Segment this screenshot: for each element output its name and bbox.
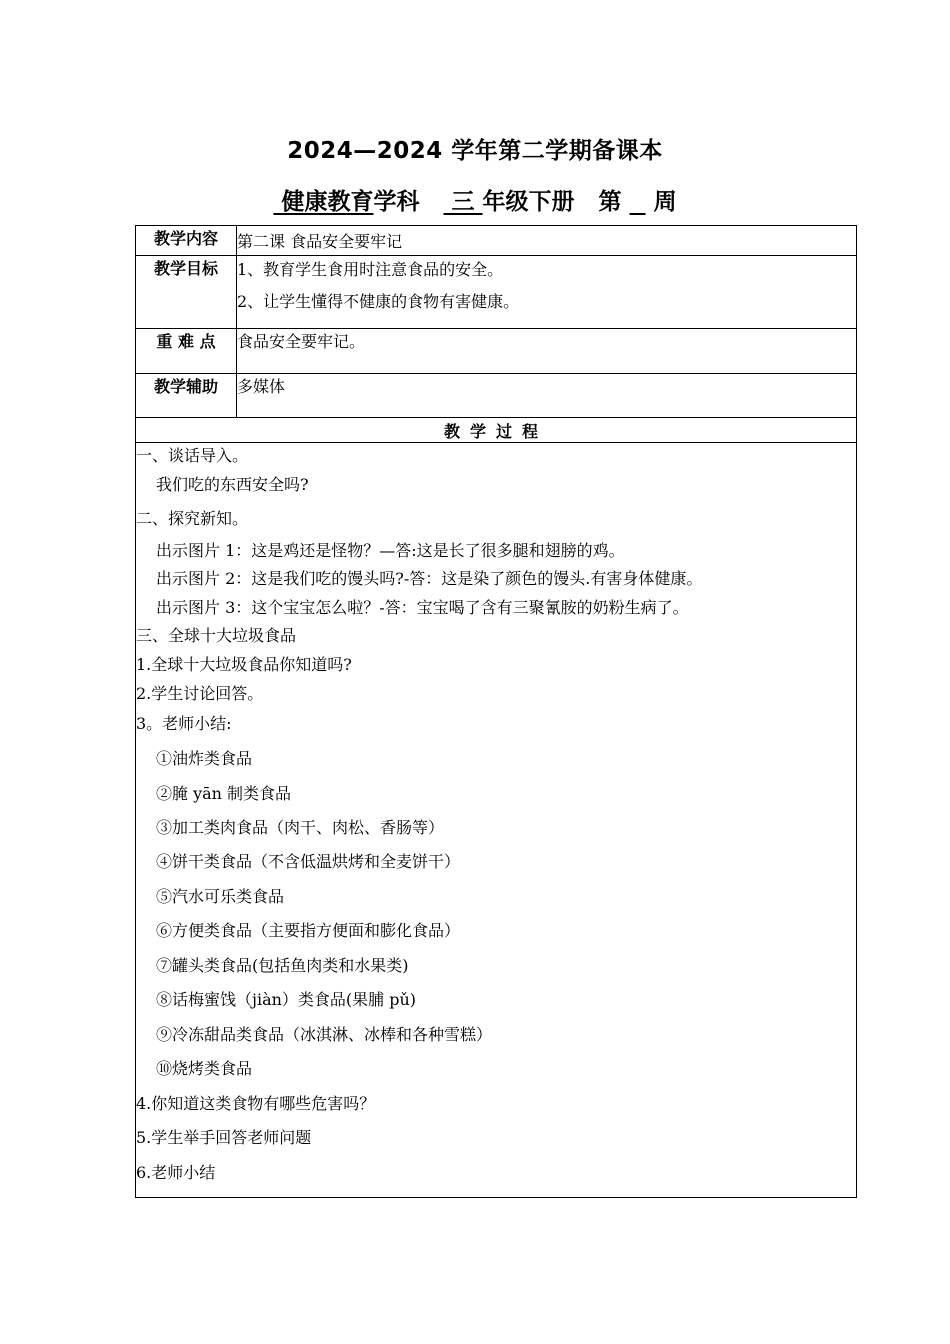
key-points-row — [136, 329, 857, 374]
document-title: 2024—2024 学年第二学期备课本 — [287, 138, 663, 164]
week-prefix: 第 — [598, 189, 622, 215]
lesson-plan-table — [135, 225, 857, 1198]
key-points-value: 食品安全要牢记。 — [237, 329, 857, 374]
process-line: 3。老师小结: — [136, 714, 232, 733]
process-line: ④饼干类食品（不含低温烘烤和全麦饼干） — [156, 852, 461, 871]
process-line: 一、谈话导入。 — [136, 446, 249, 465]
goals-label: 教学目标 — [136, 256, 237, 329]
week-blank — [630, 189, 646, 215]
grade-value: 三 — [451, 189, 475, 215]
subject-line — [0, 183, 950, 216]
process-line: 2.学生讨论回答。 — [136, 684, 264, 703]
process-line: ⑨冷冻甜品类食品（冰淇淋、冰棒和各种雪糕） — [156, 1025, 493, 1044]
process-header-row — [136, 418, 857, 443]
process-line: 5.学生举手回答老师问题 — [136, 1128, 312, 1147]
content-label: 教学内容 — [136, 226, 237, 256]
goals-row — [136, 256, 857, 329]
process-line: 出示图片 1：这是鸡还是怪物？—答:这是长了很多腿和翅膀的鸡。 — [156, 541, 625, 560]
content-value: 第二课 食品安全要牢记 — [237, 226, 857, 256]
process-line: ③加工类肉食品（肉干、肉松、香肠等） — [156, 818, 445, 837]
subject-suffix: 学科 — [373, 189, 420, 215]
grade-suffix: 年级下册 — [482, 189, 575, 215]
process-line: 6.老师小结 — [136, 1163, 216, 1182]
process-line: ⑥方便类食品（主要指方便面和膨化食品） — [156, 921, 461, 940]
process-line: ⑧话梅蜜饯（jiàn）类食品(果脯 pǔ) — [156, 990, 417, 1009]
key-points-label: 重 难 点 — [136, 329, 237, 374]
process-body — [136, 443, 857, 1198]
process-line: 4.你知道这类食物有哪些危害吗？ — [136, 1094, 376, 1113]
teaching-aid-value: 多媒体 — [237, 374, 857, 418]
goal-item: 1、教育学生食用时注意食品的安全。 — [237, 260, 504, 279]
process-line: 1.全球十大垃圾食品你知道吗? — [136, 655, 352, 674]
process-header: 教学过程 — [136, 418, 857, 443]
process-line: 二、探究新知。 — [136, 509, 249, 528]
content-row — [136, 226, 857, 256]
goal-item: 2、让学生懂得不健康的食物有害健康。 — [237, 292, 520, 311]
process-line: ①油炸类食品 — [156, 749, 253, 768]
process-row — [136, 443, 857, 1198]
process-line: ②腌 yān 制类食品 — [156, 784, 292, 803]
process-line: ⑦罐头类食品(包括鱼肉类和水果类) — [156, 956, 409, 975]
teaching-aid-label: 教学辅助 — [136, 374, 237, 418]
process-line: 我们吃的东西安全吗? — [156, 475, 309, 494]
teaching-aid-row — [136, 374, 857, 418]
process-line: ⑩烧烤类食品 — [156, 1059, 253, 1078]
goals-value — [237, 256, 857, 329]
process-line: ⑤汽水可乐类食品 — [156, 887, 285, 906]
week-suffix: 周 — [653, 189, 677, 215]
subject-name: 健康教育 — [281, 189, 374, 215]
process-line: 出示图片 3：这个宝宝怎么啦？-答：宝宝喝了含有三聚氰胺的奶粉生病了。 — [156, 598, 689, 617]
process-line: 三、全球十大垃圾食品 — [136, 626, 297, 645]
process-line: 出示图片 2：这是我们吃的馒头吗?-答：这是染了颜色的馒头.有害身体健康。 — [156, 569, 703, 588]
